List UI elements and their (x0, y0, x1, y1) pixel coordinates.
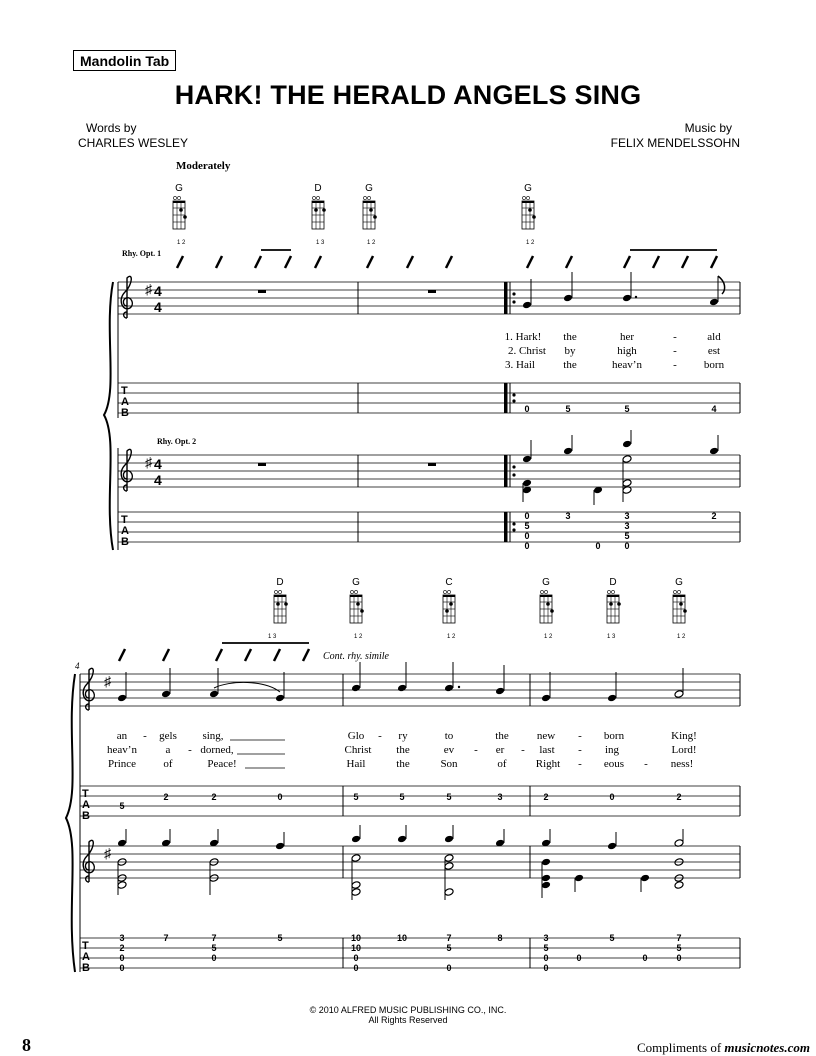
lyric-syllable: 1. Hark! (504, 331, 542, 343)
lyric-syllable: sing, (202, 730, 224, 742)
svg-text:2: 2 (163, 792, 169, 802)
measure-number: 4 (75, 661, 80, 671)
lyric-syllable: ev (443, 744, 455, 756)
svg-text:2: 2 (543, 792, 549, 802)
svg-text:♯: ♯ (104, 845, 111, 861)
lyric-syllable: Hail (346, 758, 366, 770)
lyric-syllable: Son (440, 758, 458, 770)
svg-text:2: 2 (711, 511, 717, 521)
lyric-syllable: a (165, 744, 171, 756)
svg-text:3: 3 (565, 511, 571, 521)
lyric-syllable: heav’n (107, 744, 137, 756)
svg-text:0: 0 (543, 963, 549, 973)
lyric-syllable: er (495, 744, 505, 756)
svg-text:0: 0 (119, 953, 125, 963)
svg-text:2: 2 (211, 792, 217, 802)
lyric-syllable: of (497, 758, 507, 770)
svg-text:5: 5 (543, 943, 549, 953)
lyric-syllable: 3. Hail (505, 359, 535, 371)
lyric-syllable: the (563, 359, 577, 371)
svg-text:♯: ♯ (145, 281, 152, 297)
svg-text:2: 2 (119, 943, 125, 953)
lyric-syllable: Lord! (671, 744, 697, 756)
lyric-syllable: heav’n (612, 359, 642, 371)
lyric-syllable: - (673, 359, 677, 371)
compliments-site[interactable]: musicnotes.com (724, 1040, 810, 1055)
lyric-syllable: born (603, 730, 625, 742)
lyric-syllable: to (444, 730, 454, 742)
lyric-syllable: Christ (344, 744, 372, 756)
svg-text:5: 5 (446, 943, 452, 953)
words-by-label: Words by (86, 121, 137, 135)
lyric-syllable: born (703, 359, 725, 371)
svg-text:0: 0 (576, 953, 582, 963)
lyric-syllable: Peace! (207, 758, 237, 770)
svg-text:5: 5 (211, 943, 217, 953)
lyric-syllable: - (673, 345, 677, 357)
lyric-syllable: the (563, 331, 577, 343)
svg-text:1 2: 1 2 (544, 634, 553, 640)
rights-line: All Rights Reserved (368, 1015, 448, 1025)
lyric-syllable: dorned, (200, 744, 234, 756)
svg-text:4: 4 (154, 472, 162, 488)
svg-text:5: 5 (353, 792, 359, 802)
continue-rhythm-label: Cont. rhy. simile (323, 651, 389, 662)
svg-text:7: 7 (163, 933, 169, 943)
svg-text:1 3: 1 3 (316, 240, 325, 246)
chord-name: G (365, 183, 373, 194)
chord-name: G (675, 577, 683, 588)
lyric-syllable: - (578, 758, 582, 770)
lyric-syllable: gels (159, 730, 177, 742)
svg-text:1 2: 1 2 (367, 240, 376, 246)
svg-text:7: 7 (211, 933, 217, 943)
svg-text:0: 0 (595, 541, 601, 551)
lyric-syllable: - (474, 744, 478, 756)
svg-text:4: 4 (154, 283, 162, 299)
lyric-syllable: eous (603, 758, 625, 770)
chord-name: G (175, 183, 183, 194)
svg-text:3: 3 (624, 521, 630, 531)
music-by-label: Music by (684, 121, 732, 135)
lyric-syllable: ing (604, 744, 620, 756)
lyric-syllable: est (707, 345, 721, 357)
svg-text:5: 5 (624, 404, 630, 414)
svg-text:0: 0 (446, 963, 452, 973)
svg-text:3: 3 (624, 511, 630, 521)
lyric-syllable: - (578, 744, 582, 756)
lyric-syllable: - (378, 730, 382, 742)
lyricist-name: CHARLES WESLEY (78, 136, 189, 150)
svg-text:0: 0 (277, 792, 283, 802)
composer-name: FELIX MENDELSSOHN (610, 136, 740, 150)
svg-text:0: 0 (676, 953, 682, 963)
music-notation: T A B 1 2 1 3 1 2 1 2 1 3 1 2 1 2 1 2 1 3 1 2 ♯ 4 4 ♯ 4 4 ♯ ♯ 0 5 5 4 5 3 0 3 0 3 5 0 0 0 2 5 2 2 0 5 5 5 3 2 0 2 3 2 0 0 7 7 5 0 5 10 0 0 10 10 5 0 8 7 3 5 0 0 5 0 0 7 5 0 (0, 0, 816, 1000)
lyric-syllable: new (536, 730, 556, 742)
chord-name: G (352, 577, 360, 588)
svg-text:3: 3 (497, 792, 503, 802)
lyric-syllable: ry (398, 730, 408, 742)
lyric-syllable: - (578, 730, 582, 742)
svg-text:7: 7 (446, 933, 452, 943)
svg-text:1 2: 1 2 (354, 634, 363, 640)
lyric-syllable: - (143, 730, 147, 742)
song-title: HARK! THE HERALD ANGELS SING (174, 80, 642, 110)
svg-text:5: 5 (399, 792, 405, 802)
svg-text:5: 5 (609, 933, 615, 943)
lyric-syllable: of (163, 758, 173, 770)
svg-text:0: 0 (524, 511, 530, 521)
svg-text:8: 8 (497, 933, 503, 943)
svg-text:5: 5 (565, 404, 571, 414)
svg-text:10: 10 (350, 933, 362, 943)
svg-text:♯: ♯ (104, 673, 111, 689)
svg-text:4: 4 (154, 456, 162, 472)
svg-text:0: 0 (524, 531, 530, 541)
lyric-syllable: high (617, 345, 637, 357)
svg-text:10: 10 (396, 933, 408, 943)
mandolin-tab-badge: Mandolin Tab (73, 50, 176, 71)
lyric-syllable: King! (671, 730, 697, 742)
rhythm-option-1-label: Rhy. Opt. 1 (122, 249, 162, 258)
svg-text:5: 5 (676, 943, 682, 953)
lyric-syllable: last (539, 744, 555, 756)
lyric-syllable: an (116, 730, 128, 742)
tempo-marking: Moderately (176, 160, 231, 172)
svg-text:0: 0 (211, 953, 217, 963)
svg-text:0: 0 (642, 953, 648, 963)
copyright-notice (0, 1005, 816, 1025)
lyric-syllable: Prince (107, 758, 137, 770)
svg-text:1 3: 1 3 (607, 634, 616, 640)
lyric-syllable: Glo (347, 730, 365, 742)
svg-text:0: 0 (353, 953, 359, 963)
svg-text:1 2: 1 2 (447, 634, 456, 640)
lyric-syllable: - (673, 331, 677, 343)
svg-text:0: 0 (609, 792, 615, 802)
chord-name: D (314, 183, 322, 194)
svg-text:1 2: 1 2 (526, 240, 535, 246)
chord-name: C (445, 577, 453, 588)
svg-text:10: 10 (350, 943, 362, 953)
lyric-syllable: - (188, 744, 192, 756)
lyric-syllable: ness! (670, 758, 694, 770)
svg-text:1 2: 1 2 (677, 634, 686, 640)
lyric-syllable: ald (707, 331, 721, 343)
copyright-line: © 2010 ALFRED MUSIC PUBLISHING CO., INC. (309, 1005, 507, 1015)
lyric-syllable: Right (535, 758, 561, 770)
finger-numbers: 1 2 (177, 240, 186, 246)
page-number: 8 (22, 1035, 31, 1055)
svg-text:4: 4 (711, 404, 717, 414)
svg-text:3: 3 (543, 933, 549, 943)
rhythm-slashes (177, 250, 717, 268)
svg-text:0: 0 (624, 541, 630, 551)
chord-name: G (542, 577, 550, 588)
svg-text:3: 3 (119, 933, 125, 943)
svg-text:♯: ♯ (145, 454, 152, 470)
lyric-syllable: her (619, 331, 635, 343)
svg-text:0: 0 (119, 963, 125, 973)
chord-name: D (276, 577, 284, 588)
rhythm-option-2-label: Rhy. Opt. 2 (157, 437, 197, 446)
svg-text:5: 5 (524, 521, 530, 531)
svg-text:2: 2 (676, 792, 682, 802)
tab-numbers (116, 404, 717, 973)
compliments-footer (637, 1040, 810, 1056)
lyric-syllable: - (644, 758, 648, 770)
svg-text:0: 0 (543, 953, 549, 963)
lyric-syllable: the (495, 730, 509, 742)
lyric-syllable: the (396, 758, 410, 770)
lyric-syllable: 2. Christ (508, 345, 546, 357)
lyric-syllable: by (564, 345, 576, 357)
svg-text:7: 7 (676, 933, 682, 943)
lyric-syllable: the (396, 744, 410, 756)
svg-text:1 3: 1 3 (268, 634, 277, 640)
lyric-syllable: - (521, 744, 525, 756)
chord-name: D (609, 577, 617, 588)
svg-text:5: 5 (624, 531, 630, 541)
svg-text:4: 4 (154, 299, 162, 315)
svg-text:0: 0 (524, 541, 530, 551)
compliments-prefix: Compliments of (637, 1040, 725, 1055)
svg-text:0: 0 (524, 404, 530, 414)
svg-text:0: 0 (353, 963, 359, 973)
chord-name: G (524, 183, 532, 194)
svg-text:5: 5 (277, 933, 283, 943)
svg-text:5: 5 (119, 801, 125, 811)
svg-text:5: 5 (446, 792, 452, 802)
